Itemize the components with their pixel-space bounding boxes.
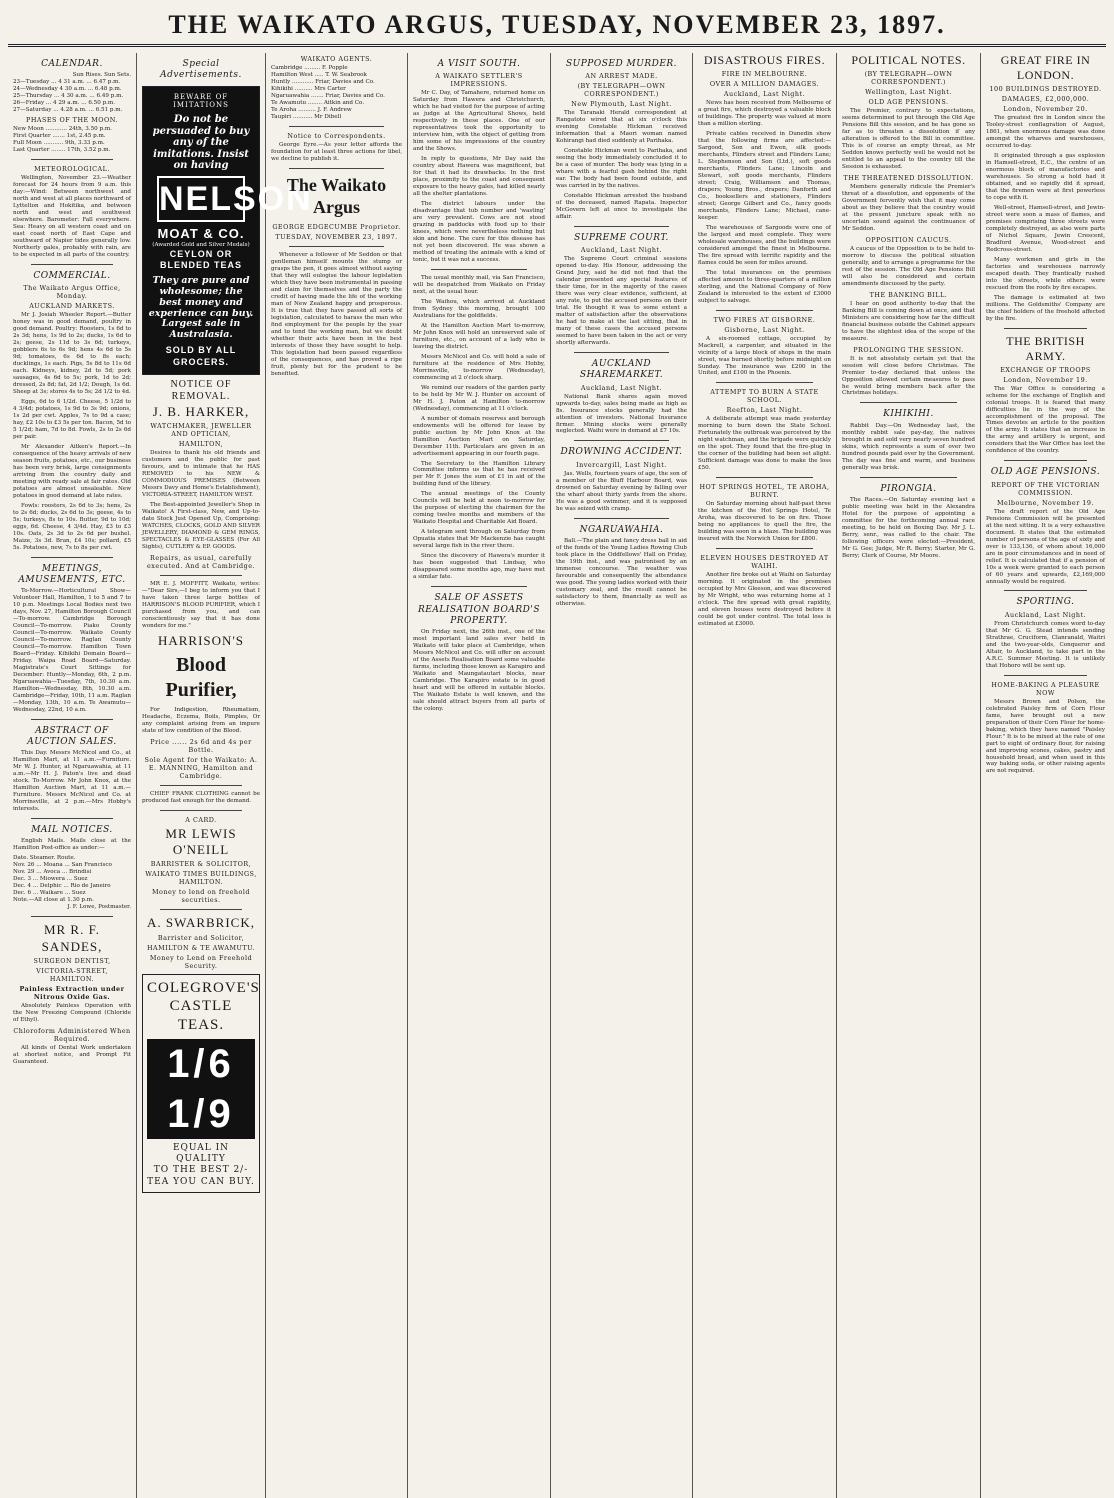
political-place: Wellington, Last Night. [865, 88, 952, 96]
oap-place: Melbourne, November 19. [997, 498, 1094, 507]
auction-text: This Day. Messrs McNicol and Co., at Hamilton Mart, at 11 a.m.—Furniture. Mr W. J. Hunter, at Ngaruawahia, at 11 a.m.—Mr H. J. Paton's live and dead stock. To-Morrow. Mr John Knox, at the Hamilton Auction Mart, at 11 a.m.—Furniture. Messrs McNicol and Co. at Morrinsville, at 2 p.m.—Mrs Hobby's interests. [13, 750, 131, 813]
sale-text: On Friday next, the 26th inst., one of the most important land sales ever held in Waikato will take place at Cambridge, when Messrs McNicol and Co. will offer on account of the Assets Realisation Board some valuable farms, including those known as Karapiro and Waikato and Maungatautari blocks, near Cambridge. The Karapiro estate is in good heart and will be offered in suitable blocks. The Waikato Estate is well known, and the sale should attract buyers from all parts of the colony. [413, 629, 545, 712]
political-byline: (BY TELEGRAPH—OWN CORRESPONDENT.) [864, 70, 953, 86]
calendar-cols: Sun Rises. Sun Sets. [72, 72, 131, 79]
swarbrick-name: A. SWARBRICK, [147, 915, 255, 931]
great-fire-paragraph: The damage is estimated at two millions. The Goldsmiths' Company are the chief holders of the freehold affected by the fire. [986, 294, 1105, 322]
mail-row: Nov. 26 ... Moana ... San Francisco [13, 862, 112, 869]
murder-paragraph: Constable Hickman arrested the husband of the deceased, named Rapata. Inspector McGovern left at once to investigate the affair. [556, 193, 687, 221]
dentist-line4: All kinds of Dental Work undertaken at shortest notice, and Prompt Fit Guaranteed. [13, 1044, 131, 1065]
mail-table-head: Date. Steamer. Route. [13, 855, 76, 862]
threatened-heading: THE THREATENED DISSOLUTION. [843, 173, 974, 182]
correspondents-heading: Notice to Correspondents. [287, 131, 386, 140]
colegrove-best: TO THE BEST 2/- [153, 1165, 249, 1176]
drown-place: Invercargill, Last Night. [576, 460, 667, 469]
threatened-text: Members generally ridicule the Premier's threat of a dissolution, and opponents of the Government fervently wish that it may come about as they believe that the country would at the present juncture speak with no uncertain sound against the continuance of Mr Seddon. [842, 183, 975, 232]
attempt-place: Reefton, Last Night. [726, 406, 803, 415]
mail-note: Note.—All close at 1.30 p.m. [13, 897, 94, 904]
murder-sub: AN ARREST MADE. [585, 72, 658, 81]
colegrove-price: 1/6 1/9 [147, 1039, 255, 1139]
dentist-address: VICTORIA-STREET, HAMILTON. [36, 966, 108, 983]
opposition-heading: OPPOSITION CAUCUS. [865, 235, 952, 244]
colegrove-equal: EQUAL IN QUALITY [172, 1142, 230, 1165]
meetings-heading: MEETINGS, AMUSEMENTS, ETC. [18, 563, 126, 585]
attempt-heading: ATTEMPT TO BURN A STATE SCHOOL. [710, 388, 819, 405]
harker-town: HAMILTON, [178, 440, 224, 449]
harker-notice: NOTICE OF REMOVAL. [170, 378, 232, 403]
visit-paragraph: The district labours under the disadvantage that tub number and 'wasting' are very prevalent. Cows are not stood grazing in paddocks with food up to their knees, which were nevertheless nothing but skin and bone. The cure for this disease has not yet been discovered. He was shown a method of treating the animals with a kind of tonic, but it was not a success. [413, 201, 545, 263]
local-paragraph: The annual meetings of the County Councils will be held at noon to-morrow for the purpose of electing the chairmen for the coming twelve months and members of the Waikato Hospital and Charitable Aid Board. [413, 491, 545, 526]
sale-heading: SALE OF ASSETS REALISATION BOARD'S PROPERTY. [417, 593, 540, 626]
drown-heading: DROWNING ACCIDENT. [560, 447, 683, 458]
fires-heading: DISASTROUS FIRES. [703, 53, 826, 67]
column-1 [8, 53, 137, 1498]
visit-south-sub: A WAIKATO SETTLER'S IMPRESSIONS. [435, 72, 523, 89]
oneill-address: WAIKATO TIMES BUILDINGS, HAMILTON. [145, 870, 257, 887]
swarbrick-title: Barrister and Solicitor, [157, 933, 245, 942]
court-heading: SUPREME COURT. [574, 233, 669, 244]
great-fire-paragraph: Well-street, Hamsell-street, and Jewin-street were soon a mass of flames, and premises comprising three streets were completely destroyed, as also were parts of Nichol Square, Jewin Crescent, Bradford Avenue, Wood-street and Redcross-street. [986, 204, 1105, 253]
mail-row: Nov. 29 ... Avoca ... Brindisi [13, 869, 92, 876]
local-paragraph: We remind our readers of the garden party to be held by Mr W. J. Hunter on account of Mr H. J. Paton at Hamilton to-morrow (Wednesday), commencing at 11 o'clock. [413, 384, 545, 412]
murder-paragraph: The Taranaki Herald correspondent at Rangatoto wired that at six o'clock this evening Constable Hickman received information that a Maori woman named Kohirangi had died suddenly at Parihaka. [556, 110, 687, 145]
harrison-intro: MR E. J. MOFFITT, Waikato, writes:—"Dear Sirs,—I beg to inform you that I have taken three large bottles of HARRISON'S BLOOD PURIFIER, which I purchased from you, and can conscientiously say that it has done wonders for me." [142, 580, 260, 629]
meetings-text: To-Morrow.—Horticultural Show—Volunteer Hall, Hamilton, 1 to 5 and 7 to 10 p.m. Meetings Local Bodies next two days, Nov. 27, Hamilton Borough Council—To-morrow. Cambridge Borough Council—To-morrow. Piako County Council—To-morrow. Waikato County Council—To-morrow. Raglan County Council—To-morrow. Hamilton Town Board—Friday. Kihikihi Domain Board—Friday. Waipa Road Board—Saturday. Magistrate's Court Sittings for December: Huntly—Monday, 6th, 2 p.m. Ngaruawahia—Tuesday, 7th, 10.30 a.m. Hamilton—Wednesday, 8th, 10.30 a.m. Cambridge—Friday, 10th, 11 a.m. Raglan—Monday, 13th, 10 a.m. Te Awamutu—Wednesday, 22nd, 10 a.m. [13, 588, 131, 713]
mail-row: Dec. 3 ... Miowera ... Suez [13, 876, 88, 883]
meteorological-heading: METEOROLOGICAL. [34, 165, 110, 174]
oneill-card: A CARD. [185, 815, 217, 824]
nelson-brand: NELSON [157, 176, 245, 223]
banking-heading: THE BANKING BILL. [869, 290, 948, 299]
eleven-houses-text: Another fire broke out at Waihi on Saturday morning. It originated in the premises occupied by Mrs Gleeson, and was discovered by Mr Wright, who was returning home at 1 o'clock. The fire spread with great rapidity, and eleven houses were destroyed before it could be got under control. The total loss is estimated at £3000. [698, 572, 831, 628]
great-fire-paragraph: The greatest fire in London since the Tooley-street conflagration of August, 1861, when enormous damage was done amongst the wharves and warehouses, occurred to-day. [986, 115, 1105, 149]
nelson-small: (Awarded Gold and Silver Medals) [152, 242, 250, 249]
harker-name: J. B. HARKER, [152, 403, 250, 419]
commercial-paragraph: Fowls: roosters, 2s 6d to 3s; hens, 2s to 2s 6d; ducks, 2s 6d to 3s; geese, 4s to 5s; turkeys, 8s to 10s. Butter, 9d to 10d; eggs, 6d. Cheese, 4 3/4d. Hay, £3 to £3 10s. Oats, 2s 3d to 2s 6d per bushel. Maize, 3s 3d. Bran, £4 10s; pollard, £5 5s. Potatoes, new, 7s to 8s per cwt. [13, 502, 131, 551]
auction-heading: ABSTRACT OF AUCTION SALES. [27, 725, 117, 748]
fires-paragraph: The total insurances on the premises affected amount to three-quarters of a million sterling, and the National Company of New Zealand is interested to the extent of £3000 subject to salvage. [698, 269, 831, 304]
mail-heading: MAIL NOTICES. [31, 825, 113, 836]
fires-place: Auckland, Last Night. [723, 90, 806, 98]
banking-text: I hear on good authority to-day that the Banking Bill is coming down at once, and that Ministers are considering how far the difficult financial business outside the Cabinet appears to have the slightest idea of the scope of the measure. [842, 300, 975, 342]
army-place: London, November 19. [1003, 375, 1088, 384]
local-paragraph: Messrs McNicol and Co. will hold a sale of furniture at the residence of Mrs Hobby, Morrinsville, to-morrow (Wednesday), commencing at 2 o'clock sharp. [413, 353, 545, 381]
pensions-text: The Premier, contrary to expectations, seems determined to put through the Old Age Pensions Bill this session, and he has gone so far as to threaten a dissolution if any alteration is offered to the Bill in committee. This is of course an empty threat, as Mr Seddon knows perfectly well he would not be entitled to an appeal to the country till the Session is exhausted. [842, 108, 975, 170]
argus-title: The Waikato Argus [286, 174, 387, 218]
court-place: Auckland, Last Night. [580, 246, 663, 255]
agent-row: Huntly ............ Friar, Davies and Co. [271, 78, 375, 85]
agent-row: Taupiri ........... Mr Dibell [271, 113, 342, 120]
calendar-row: 25—Thursday ... 4 30 a.m. ... 6.49 p.m. [13, 93, 124, 100]
calendar-heading: CALENDAR. [41, 59, 103, 69]
nelson-script: Do not be persuaded to buy any of the imitations. Insist on having [152, 114, 250, 171]
army-text: The War Office is considering a scheme for the exchange of English and colonial troops. It is feared that many difficulties lie in the way of the accomplishment of the proposal. The Times devotes an article to the position of the army. It states that an increase in the army and artillery is urgent, and considers that the War Office has lost the confidence of the country. [986, 385, 1105, 455]
calendar-row: 24—Wednesday 4 30 a.m. ... 6.48 p.m. [13, 86, 122, 93]
commercial-sub2: AUCKLAND MARKETS. [29, 302, 115, 311]
prolong-heading: PROLONGING THE SESSION. [853, 345, 964, 354]
nelson-brand2: MOAT & CO. [157, 226, 245, 241]
oneill-title: BARRISTER & SOLICITOR, [150, 860, 252, 869]
argus-date: TUESDAY, NOVEMBER 23, 1897. [275, 232, 398, 241]
visit-south-heading: A VISIT SOUTH. [437, 59, 521, 69]
column-3 [266, 53, 408, 1498]
dentist-name: MR R. F. SANDES, [41, 922, 103, 954]
pensions-heading: OLD AGE PENSIONS. [868, 98, 949, 106]
kihikihi-text: Rabbit Day.—On Wednesday last, the monthly rabbit sale pay-day, the natives brought in and sold very nearly seven hundred skins, which represents a sum of over two hundred pounds paid over by the Government. The day was fine and warm, and business generally was brisk. [842, 422, 976, 471]
political-heading: POLITICAL NOTES. [851, 53, 966, 67]
great-fire-heading: GREAT FIRE IN LONDON. [1000, 53, 1091, 82]
meteorological-text: Wellington, November 23.—Weather forecast for 24 hours from 9 a.m. this day:—Wind: Between northwest and north and west at all places northward of Lyttelton and Hokitika, and between north and west and southwest elsewhere. Barometer: Fall everywhere. Sea: Heavy on all western coast and on east coast north of East Cape and southward of Napier tides generally low. Northerly gales, probably with rain, are to be expected in all parts of the country. [13, 175, 131, 258]
murder-place: New Plymouth, Last Night. [571, 100, 672, 109]
nelson-banner: BEWARE OF IMITATIONS [173, 92, 229, 110]
nelson-foot: SOLD BY ALL GROCERS. [165, 345, 237, 367]
gisborne-heading: TWO FIRES AT GISBORNE. [713, 315, 816, 324]
mail-text: English Mails. Mails close at the Hamilton Post-office as under:— [13, 838, 131, 852]
great-fire-paragraph: Many workmen and girls in the factories and warehouses narrowly escaped death. They frantically rushed into the streets, while others were rescued from the roofs by fire escapes. [986, 256, 1105, 291]
hot-springs-text: On Saturday morning about half-past three the kitchen of the Hot Springs Hotel, Te Aroha, was discovered to be on fire. Those being no appliances to quell the fire, the building was soon in a blaze. The building was insured with the Norwich Union for £800. [698, 501, 831, 543]
share-text: National Bank shares again moved upwards to-day, sales being made as high as 8s. Insurance stocks generally had the attention of investors. National Insurance firmer. Mining stocks were generally neglected. Waihi were in demand at £7 10s. [556, 393, 687, 435]
sporting-heading: SPORTING. [1016, 597, 1075, 608]
column-6 [693, 53, 837, 1498]
great-fire-paragraph: It originated through a gas explosion in Hamsell-street, E.C., the centre of an enormous block of manufactories and warehouses. So strong a hold had it obtained, and so rapidly did it spread, that the firemen were at first powerless to cope with it. [986, 152, 1105, 201]
calendar-row: 27—Saturday ... 4.28 a.m. ... 6.51 p.m. [13, 107, 123, 114]
nelson-tea: CEYLON OR BLENDED TEAS [159, 249, 242, 271]
local-paragraph: The Waihou, which arrived at Auckland from Sydney this morning, brought 100 Australians for the goldfields. [413, 298, 545, 319]
local-paragraph: At the Hamilton Auction Mart to-morrow, Mr John Knox will hold an unreserved sale of furniture, etc., on account of a lady who is leaving the district. [413, 322, 545, 350]
local-paragraph: The Secretary to the Hamilton Library Committee informs us that he has received per Mr F. Jones the sum of £1 in aid of the building fund of the library. [413, 460, 545, 488]
eleven-houses-heading: ELEVEN HOUSES DESTROYED AT WAIHI. [700, 554, 829, 571]
local-paragraph: A telegram sent through on Saturday from Opuatia states that Mr Mackenzie has caught several large fish in the river there. [413, 529, 545, 550]
murder-paragraph: Constable Hickman went to Parihaka, and seeing the body immediately concluded it to be a case of murder. The body was lying in a whare with a fearful gash behind the right ear. The body had been found outside, and was carried in by the natives. [556, 148, 687, 190]
clothing-notice: CHIEF FRANK CLOTHING cannot be produced fast enough for the demand. [142, 790, 260, 804]
harrison-product: Blood Purifier, [165, 653, 237, 701]
great-fire-sub: 100 BUILDINGS DESTROYED. [989, 85, 1102, 93]
fires-paragraph: The warehouses of Sargoods were one of the largest and most complete. They were wholesale warehouses, and the buildings were considered amongst the finest in Melbourne. The fire spread with terrific rapidity and the flames could be seen for miles around. [698, 224, 831, 266]
pirongia-heading: PIRONGIA. [880, 483, 937, 494]
agent-row: Hamilton West ..... T. W. Seabrook [271, 71, 367, 78]
great-fire-sub2: DAMAGES, £2,000,000. [1001, 95, 1090, 103]
pirongia-text: The Races.—On Saturday evening last a public meeting was held in the Alexandra Hotel for the purpose of appointing a committee for the forthcoming annual race meeting, to be held on Boxing Day. Mr J. L. Berry, senr., was called to the chair. The following officers were elected:—President, Mr G. Gee; Judge, Mr R. Berry; Starter, Mr G. Berry; Clerk of Course, Mr Moore. [842, 496, 975, 559]
mail-row: Dec. 6 ... Waikare ... Suez [13, 890, 86, 897]
column-5 [551, 53, 693, 1498]
oap-sub: REPORT OF THE VICTORIAN COMMISSION. [991, 480, 1100, 497]
mail-sign: J. F. Lowe, Postmaster. [67, 904, 131, 911]
hot-springs-heading: HOT SPRINGS HOTEL, TE AROHA, BURNT. [699, 483, 830, 500]
gisborne-text: A six-roomed cottage, occupied by Mackrell, a carpenter, and situated in the vicinity of a large block of shops in the main street, was burned shortly before midnight on Sunday. The insurance was £200 in the United, and £100 in the Phoenix. [698, 335, 831, 377]
nelson-slogan: They are pure and wholesome; the best money and experience can buy. Largest sale in Australasia. [148, 274, 254, 341]
argus-editorial: Whenever a follower of Mr Seddon or that gentleman himself mounts the stump or grasps the pen, it goes almost without saying that they will eulogise the labour legislation which they have been instrumental in passing and claim for themselves and the party the credit of having made the life of the working man of New Zealand happy and prosperous. It is true that they have passed all sorts of legislation, calculated to harass the man who find employment for the people by the year and to tend the working man, but we doubt whether their acts have been in the best interests of those they have sought to help. This legislation had been passed regardless of the consequences, and has proved a ripe fruit, plenty but for the prudent to be benefited. [271, 251, 402, 377]
harker-text: Desires to thank his old friends and customers and the public for past favours, and to intimate that he HAS REMOVED to his NEW & COMMODIOUS PREMISES (Between Messrs Davy and Home's Establishment), VICTORIA-STREET, HAMILTON WEST. [142, 450, 260, 498]
murder-heading: SUPPOSED MURDER. [565, 59, 678, 69]
commercial-paragraph: Eggs, 6d to 6 1/2d. Cheese, 5 1/2d to 4 3/4d; potatoes, 1s 9d to 3s 9d; onions, 1s 2d per cwt. Apples, 7s to 9d a case; hay, £2 10s to £3 5s per ton. Bacon, 5d to 5 1/2d; ham, 7d to 8d. Fowls, 2s to 2s 6d per pair. [13, 398, 131, 440]
army-sub: EXCHANGE OF TROOPS [1000, 365, 1091, 374]
gisborne-place: Gisborne, Last Night. [724, 325, 805, 334]
sporting-text: From Christchurch comes word to-day that Mr G. G. Stead intends sending Strathrae, Cruciform, Clanranald, Waitri and the two-year-olds, Conqueror and Altair, to Auckland, to take part in the A.R.C. Summer Meeting. It is unlikely that Hohoro will be sent up. [986, 620, 1105, 669]
oap-heading: OLD AGE PENSIONS. [990, 467, 1101, 478]
special-ads-heading: Special Advertisements. [160, 59, 242, 81]
kihikihi-heading: KIHIKIHI. [883, 409, 934, 420]
commercial-sub: The Waikato Argus Office, Monday. [23, 284, 121, 301]
commercial-paragraph: Mr J. Josiah Wheeler Report.—Butter honey was in good demand, poultry in good demand. Poultry: Roosters, 1s 6d to 2s 3d; hens, 1s 9d to 2s; ducks, 1s 6d to 2s; geese, 2s 11d to 3s 6d; turkeys, gobblers 6s to 6s 9d; hens 4s 6d to 5s 9d; tomatoes, 6s 6d to 8s each; ducklings, 1s each. Pigs, 5s 8d to 11s 6d each. Kidneys, kidney, 2d to 5d; pork sausages, 4s 6d to 5s; pork, 1d to 2d; dressed, 2s 8d; fat, 2d 1/2; Dough, 1s 6d. Sheep at 3s; stores 4s to 5s; 2d 1/2 to 4d. [13, 312, 131, 395]
share-place: Auckland, Last Night. [580, 383, 663, 392]
oneill-name: MR LEWIS O'NEILL [165, 825, 237, 858]
colegrove-name: COLEGROVE'S [147, 979, 260, 996]
harrison-price: Price ...... 2s 6d and 4s per Bottle. [150, 737, 252, 754]
phases-heading: PHASES OF THE MOON. [26, 116, 118, 125]
commercial-heading: COMMERCIAL. [33, 270, 111, 281]
visit-paragraph: In reply to questions, Mr Day said the country about Hawera was magnificent, but for that it had its drawbacks. In the first place, proximity to the coast and consequent exposure to the heavy gales, had killed nearly all the shelter plantations. [413, 156, 545, 198]
baking-text: Messrs Brown and Polson, the celebrated Paisley firm of Corn Flour fame, have brought out a new preparation of their Corn Flour for home-baking, which they have named "Paisley Flour." It is to be mixed at the rate of one part to eight of ordinary flour, for raising and improving scones, cakes, pastry and household bread, and when used in this way baking soda, or other raising agents are not required. [986, 698, 1105, 775]
oneill-foot: Money to lend on freehold securities. [151, 888, 251, 905]
agent-row: Kihikihi .......... Mrs Carter [271, 85, 346, 92]
masthead: THE WAIKATO ARGUS, TUESDAY, NOVEMBER 23, 1897. [8, 10, 1106, 47]
agent-row: Ngaruawahia ....... Friar, Davies and Co. [271, 92, 385, 99]
phase-row: Last Quarter ........ 17th, 3.52 p.m. [13, 147, 111, 154]
column-8 [981, 53, 1110, 1498]
colegrove-tea-ad [142, 974, 260, 1193]
local-paragraph: The usual monthly mail, via San Francisco, will be despatched from Waikato on Friday next, at the usual hour. [413, 274, 545, 295]
agent-row: Cambridge ......... F. Popple [271, 65, 348, 71]
column-4 [408, 53, 551, 1498]
court-text: The Supreme Court criminal sessions opened to-day. His Honour, addressing the Grand Jury, said he did not find that the calendar presented any special features of their time, for in the majority of the cases there was very clear evidence, sufficient, at any rate, to put the accused persons on their trial. He thought it was to some extent a matter of satisfaction after the observations he had to make at the last sitting, that in many of these cases the accused persons seemed to have been taken in the act or very shortly afterwards. [556, 256, 687, 347]
murder-byline: (BY TELEGRAPH—OWN CORRESPONDENT.) [577, 82, 666, 99]
attempt-text: A deliberate attempt was made yesterday morning to burn down the State School. Fortunately the outbreak was perceived by the night watchman, and the brigade were quickly on the spot. They found that the fire-plug in the corner of the building had been set alight. Sufficient damage was done to make the loss £50. [698, 416, 831, 472]
harker-foot: Repairs, as usual, carefully executed. And at Cambridge. [146, 553, 256, 570]
local-paragraph: Since the discovery of Hawera's murder it has been suggested that Lindsay, who disappeared some months ago, may have met a similar fate. [413, 553, 545, 581]
colegrove-line2: CASTLE TEAS. [169, 998, 233, 1034]
calendar-row: 23—Tuesday ... 4 31 a.m. ... 6.47 p.m. [13, 79, 121, 86]
argus-proprietor: GEORGE EDGECUMBE Proprietor. [272, 222, 401, 231]
harker-stock: The Best-appointed Jeweller's Shop in Waikato! A First-class, New, and Up-to-date Stock Just Opened Up, Comprising: WATCHES, CLOCKS, GOLD AND SILVER JEWELLERY, DIAMOND & GEM RINGS, SPECTACLES & EYE-GLASSES (For All Sights), CUTLERY & EP. GOODS. [142, 501, 260, 550]
colegrove-tea: TEA YOU CAN BUY. [147, 1176, 255, 1187]
harrison-agent: Sole Agent for the Waikato: A. E. MANNING, Hamilton and Cambridge. [144, 755, 258, 780]
swarbrick-address: HAMILTON & TE AWAMUTU. [146, 943, 256, 952]
commercial-paragraph: Mr Alexander Aitken's Report.—In consequence of the heavy arrivals of new season fruits, potatoes, etc., our business has been very brisk, large consignments arriving from the country daily and meeting with ready sale at fair rates. Old potatoes are almost unsaleable. New potatoes in good demand at late rates. [13, 443, 131, 499]
phase-row: First Quarter ....... 1st, 2.45 p.m. [13, 133, 106, 140]
phase-row: New Moon ............ 24th, 3.50 p.m. [13, 126, 112, 133]
ngaru-heading: NGARUAWAHIA. [579, 524, 664, 535]
oap-text: The draft report of the Old Age Pensions Commission will be presented at the next sitting. It is a very exhaustive document. It states that the estimated number of persons of the age of sixty and over is 133,136, of whom about 16,000 are in poor circumstances and in need of relief. It is calculated that if a pension of 10s a week were granted to each person of 60 years and upwards, £2,169,000 annually would be required. [986, 508, 1105, 585]
mail-row: Dec. 4 ... Delphic ... Rio de Janeiro [13, 883, 111, 890]
fires-paragraph: News has been received from Melbourne of a great fire, which destroyed a valuable block of buildings. The property was valued at more than a million sterling. [698, 100, 831, 127]
drown-text: Jas. Wells, fourteen years of age, the son of a member of the Bluff Harbour Board, was drowned on Saturday evening by falling over the wharf about thirty yards from the shore. He was a good swimmer, and it is supposed he was seized with cramp. [556, 470, 687, 512]
dentist-title: SURGEON DENTIST, [33, 956, 111, 965]
agent-row: Te Aroha .......... J. F. Andrew [271, 106, 352, 113]
share-heading: AUCKLAND SHAREMARKET. [579, 359, 664, 381]
sporting-place: Auckland, Last Night. [1004, 610, 1087, 619]
ngaru-text: Ball.—The plain and fancy dress ball in aid of the funds of the Young Ladies Rowing Club took place in the Oddfellows' Hall on Friday, the 19th inst., and was patronised by an immense concourse. The weather was favourable and consequently the attendance was good. The young ladies worked with their customary zeal, and the result cannot be satisfactory to them, financially as well as otherwise. [556, 537, 687, 607]
harker-trade: WATCHMAKER, JEWELLER AND OPTICIAN, [150, 422, 252, 439]
opposition-text: A caucus of the Opposition is to be held to-morrow to discuss the political situation generally, and to arrange a programme for the rest of the session. The Old Age Pensions Bill will also be considered and certain amendments discussed by the party. [842, 245, 975, 287]
dentist-line1: Painless Extraction under Nitrous Oxide Gas. [19, 984, 125, 1001]
harrison-for: For Indigestion, Rheumatism, Headache, Eczema, Boils, Pimples, Or any complaint arising from an impure state of low condition of the Blood. [142, 706, 260, 734]
prolong-text: It is not absolutely certain yet that the session will close before Christmas. The Premier to-day declared that unless the Opposition allowed certain measures to pass he would bring members back after the Christmas holidays. [842, 355, 975, 397]
agent-row: Te Awamutu ........ Aitkin and Co. [271, 99, 365, 106]
swarbrick-foot: Money to Lend on Freehold Security. [149, 953, 253, 970]
great-fire-place: London, November 20. [1003, 105, 1088, 113]
dentist-line2: Absolutely Painless Operation with the New Freezing Compound (Chloride of Ethyl). [13, 1002, 131, 1023]
fires-sub: FIRE IN MELBOURNE. [721, 70, 808, 78]
army-heading: THE BRITISH ARMY. [1006, 333, 1085, 363]
column-7 [837, 53, 981, 1498]
visit-paragraph: Mr C. Day, of Tamahere, returned home on Saturday from Hawera and Christchurch, which he had visited for the purpose of acting as judge at the Agricultural Shows, held respectively in these places. One of our representatives took the opportunity to interview him, with the object of getting from him some of his impressions of the country and the Shows. [413, 90, 545, 153]
agents-heading: WAIKATO AGENTS. [300, 55, 373, 63]
correspondents-text: George Eyre.—As your letter affords the foundation for at least three actions for libel, we decline to publish it. [271, 141, 402, 162]
fires-sub2: OVER A MILLION DAMAGES. [709, 80, 820, 88]
local-paragraph: A number of domain reserves and borough endowments will be offered for lease by public auction by Mr John Knox at the Hamilton Auction Mart on Saturday, December 11th. Particulars are given in an advertisement appearing in our fourth page. [413, 415, 545, 457]
phase-row: Full Moon ........... 9th, 3.33 p.m. [13, 140, 105, 147]
harrison-name: HARRISON'S [157, 632, 245, 648]
baking-heading: HOME-BAKING A PLEASURE NOW [991, 680, 1100, 697]
fires-paragraph: Private cables received in Dunedin show that the following firms are affected:—Sargood, Son and Ewen, silk goods merchants, Flinders street and Flinders Lane; L. Stephenson and Son (Ltd.), soft goods merchants, Flinders Lane; Lincoln and Stewart, soft goods merchants, Flinders street; Craig, Williamson and Thomas, drapers; Young Bros., drapers; Danforth and Co., booksellers and stationers, Flinders street; George Gilbert and Co., fancy goods merchants, Flinders Lane; Michael, cane-keeper. [698, 130, 831, 221]
calendar-row: 26—Friday ... 4 29 a.m. ... 6.50 p.m. [13, 100, 116, 107]
dentist-line3: Chloroform Administered When Required. [13, 1026, 131, 1043]
